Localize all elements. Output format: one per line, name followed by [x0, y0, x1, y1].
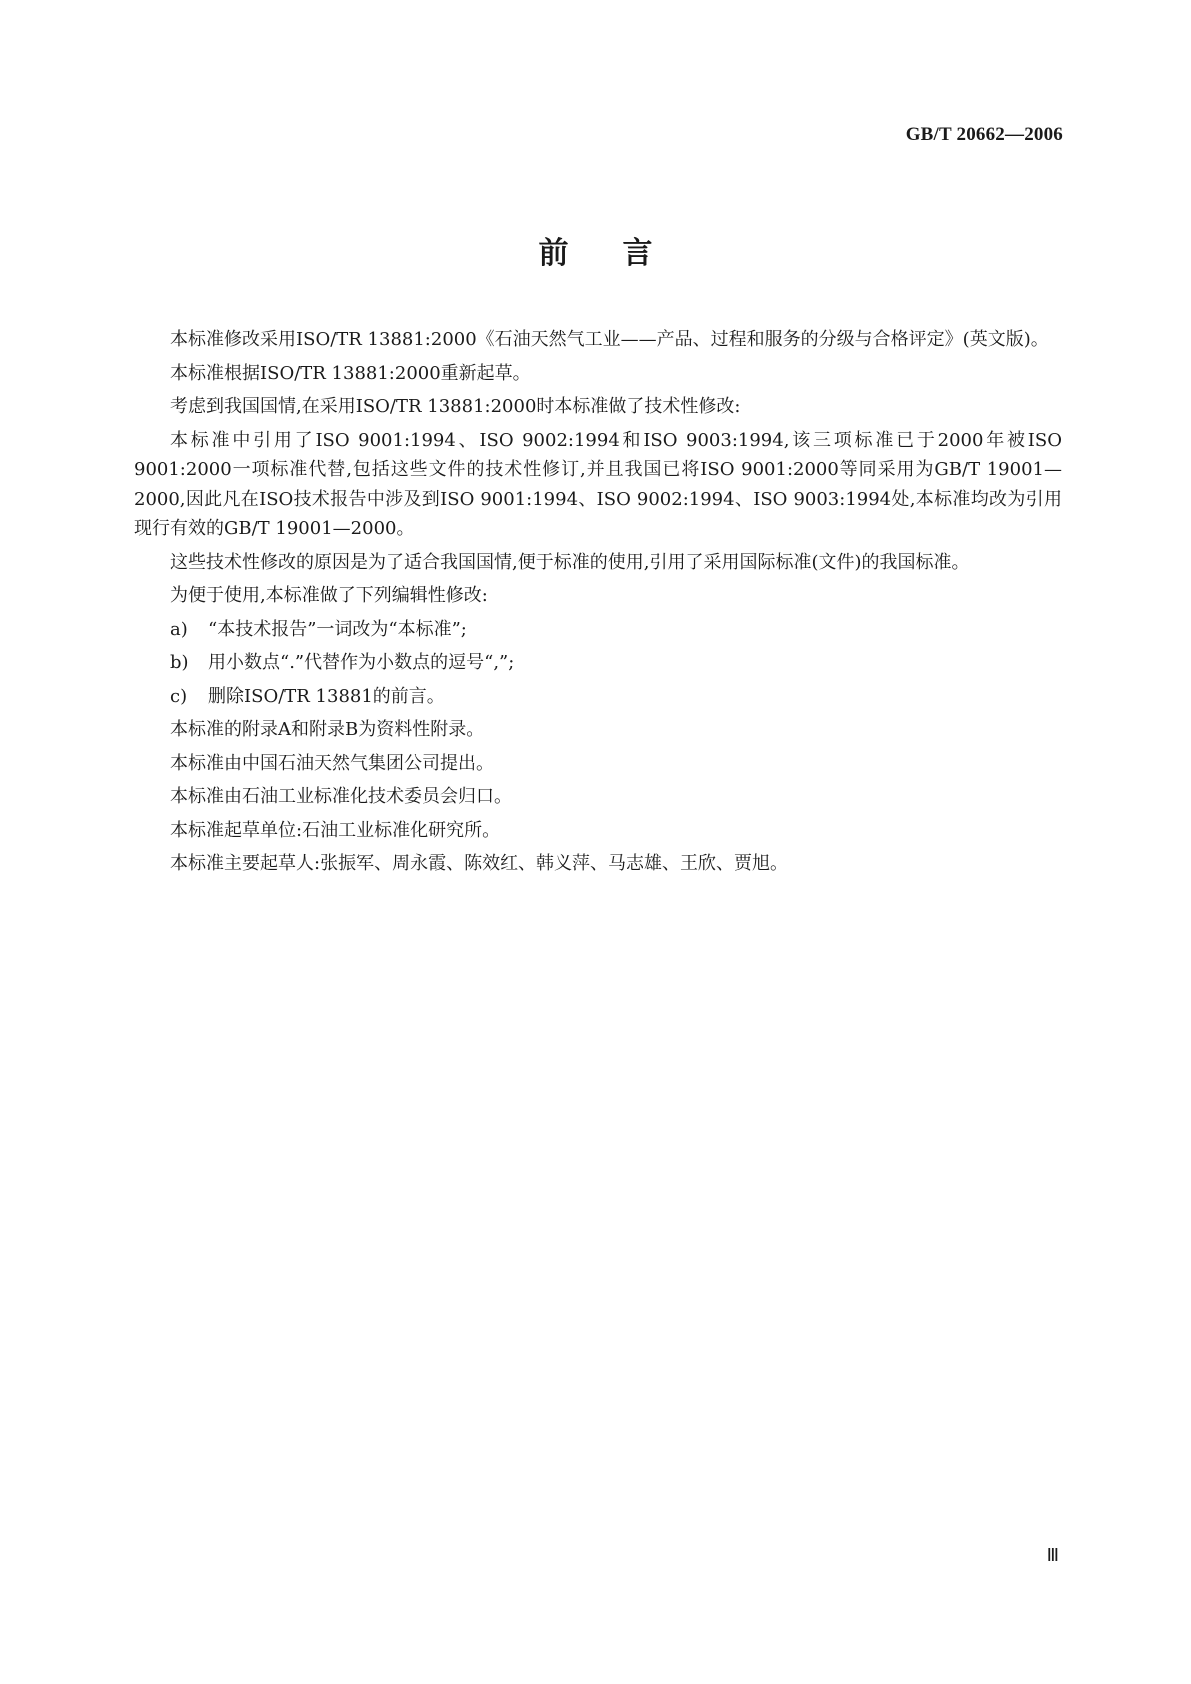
paragraph: 本标准起草单位:石油工业标准化研究所。	[170, 819, 501, 841]
document-number: GB/T 20662—2006	[905, 124, 1063, 145]
paragraph: 本标准中引用了ISO 9001:1994、ISO 9002:1994和ISO 9003:1994,该三项标准已于2000年被ISO 9001:2000一项标准代替,包括这些文件的技术性修订,并且我国已将ISO 9001:2000等同采用为GB/T 19001—2000,因此凡在ISO技术报告中涉及到ISO 9001:1994、ISO 9002:1994、ISO 9003:1994处,本标准均改为引用现行有效的GB/T 19001—2000。	[134, 429, 1062, 539]
paragraph: 为便于使用,本标准做了下列编辑性修改:	[170, 585, 488, 606]
paragraph: 本标准修改采用ISO/TR 13881:2000《石油天然气工业——产品、过程和服务的分级与合格评定》(英文版)。	[170, 329, 1049, 350]
list-item	[134, 615, 1062, 645]
foreword-body	[134, 325, 1062, 883]
list-marker: b)	[170, 652, 189, 673]
page-title: 前言	[538, 236, 707, 271]
paragraph: 本标准主要起草人:张振军、周永霞、陈效红、韩义萍、马志雄、王欣、贾旭。	[170, 853, 789, 874]
list-item-text: “本技术报告”一词改为“本标准”;	[208, 618, 467, 640]
list-item-text: 用小数点“.”代替作为小数点的逗号“,”;	[208, 652, 515, 673]
paragraph: 本标准由石油工业标准化技术委员会归口。	[170, 786, 512, 807]
list-item	[134, 682, 1062, 712]
paragraph: 这些技术性修改的原因是为了适合我国国情,便于标准的使用,引用了采用国际标准(文件)的我国标准。	[170, 551, 970, 573]
paragraph: 本标准由中国石油天然气集团公司提出。	[170, 752, 494, 774]
list-marker: a)	[170, 618, 188, 640]
paragraph: 考虑到我国国情,在采用ISO/TR 13881:2000时本标准做了技术性修改:	[170, 396, 741, 417]
paragraph: 本标准根据ISO/TR 13881:2000重新起草。	[170, 362, 531, 384]
list-item-text: 删除ISO/TR 13881的前言。	[208, 685, 445, 707]
list-marker: c)	[170, 685, 188, 707]
page-number: Ⅲ	[1046, 1545, 1059, 1565]
list-item	[134, 648, 1062, 678]
paragraph: 本标准的附录A和附录B为资料性附录。	[170, 719, 485, 740]
